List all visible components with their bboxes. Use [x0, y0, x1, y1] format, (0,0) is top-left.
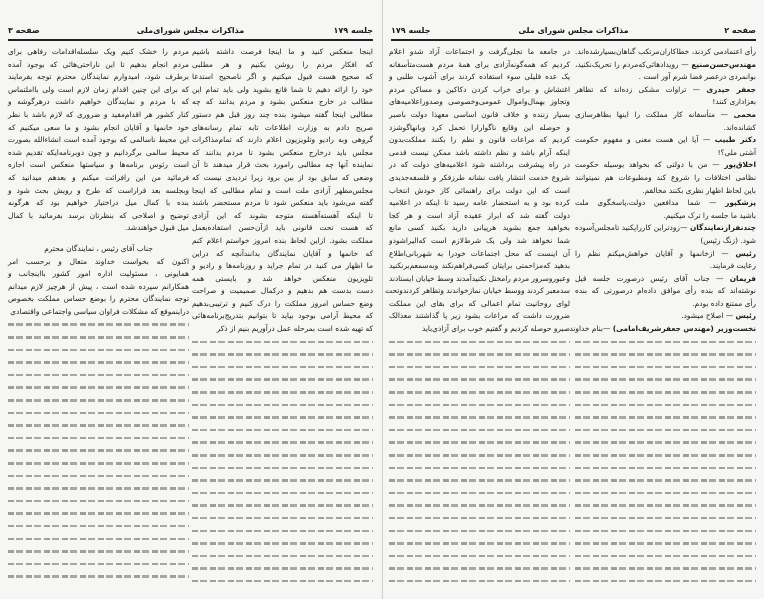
illegible-print-line [8, 507, 189, 520]
page-number: صفحه ۳ [8, 26, 40, 35]
left-page [0, 0, 381, 599]
line-text: — ازخانمها و آقایان خواهش‌میکنم نظم را [575, 248, 736, 258]
line-text: کرده بود و به استحضار عامه رسید تا اینکه در اعلامیه [389, 198, 570, 208]
text-line [575, 298, 756, 311]
illegible-print-line [192, 550, 373, 563]
text-line [192, 210, 373, 223]
text-line [192, 96, 373, 109]
text-line [575, 248, 756, 261]
line-text: — جناب آقای رئیس درصورت جلسه قبل [575, 273, 730, 283]
illegible-print-line [192, 512, 373, 525]
line-text: کنار کشور هر اقدام‌مفید و ضروری که لازم باشد با نظر [8, 109, 189, 119]
text-line [575, 96, 756, 109]
line-text: مردم انجام بدهیم تا این ناراحتی‌هائی که بوجود آمده [8, 59, 189, 69]
line-text: محیط سالمی برگردانیم و چون دوبرنامه‌ایکه تقدیم شده [8, 147, 189, 157]
line-text: وضعی که سابق بود از بین برود زیرا تردیدی نیست که [192, 172, 373, 182]
text-line [8, 134, 189, 147]
line-text: نماینده آنها چه مطالبی رامورد بحث قرار میدهند تا آن [192, 160, 373, 170]
line-text: یک عده قلیلی سوء استفاده کردند برای آشوب طلبی و [389, 72, 570, 82]
illegible-print-line [389, 462, 570, 475]
illegible-print-line [575, 336, 756, 349]
illegible-print-line [8, 570, 189, 583]
line-text: نظامی اختلافات را شروع کند ومطبوعات هم نمیتوانند [575, 172, 756, 182]
line-text: در جامعه ما تجلی‌گرفت و اجتماعات آزاد شدو اعلام [389, 47, 570, 56]
text-line [192, 273, 373, 286]
line-text: — رویدادهائی‌که‌مردم‌ را تحریک‌نکنید، [575, 59, 692, 69]
page-header [8, 26, 373, 38]
illegible-print-line [389, 525, 570, 538]
line-text: گفته می‌شود باید منعکس شود تا مردم مستحضر باشند [192, 198, 373, 208]
line-text: وعبوروسرور مردم رامختل نکنید‌آمدند وسط خیابان ایستادند [388, 273, 570, 283]
line-text: — اصلاح میشود. [681, 311, 736, 321]
line-text: صبرو حوصله کردیم و گفتیم خوب برای آزادی‌باید [421, 324, 570, 334]
session-number: جلسه ۱۷۹ [391, 26, 431, 35]
illegible-print-line [575, 562, 756, 575]
text-line [575, 197, 756, 210]
text-line [8, 210, 189, 223]
text-line [389, 134, 570, 147]
text-line [389, 147, 570, 160]
line-text: دست بدست هم بدهیم و درکمال صمیمیت و صراحت [192, 286, 373, 296]
text-line [389, 172, 570, 185]
line-text: ضرورت داشت که مراعات بشود زیر پا گذاشتند معذالک [389, 311, 570, 321]
text-line [192, 71, 373, 84]
illegible-print-line [192, 386, 373, 399]
speaker-name: رئیس [735, 311, 756, 321]
text-line [569, 323, 756, 336]
line-text: تلویزیون منعکس خواهد شد و بایستی همه [192, 273, 373, 283]
line-text: مملکت بشود. ازاین لحاظ بنده امروز خواستم اعلام کنم [192, 235, 373, 245]
text-column-right [192, 46, 373, 588]
illegible-print-line [389, 550, 570, 563]
illegible-print-line [192, 348, 373, 361]
text-line [8, 306, 189, 319]
text-line [575, 122, 756, 135]
text-line [385, 285, 570, 298]
illegible-print-line [8, 394, 189, 407]
text-line [192, 310, 373, 323]
illegible-print-line [389, 361, 570, 374]
line-text: که محیط آرامی بوجود بیاید تا بتوانیم بتدریج‌برنامه‌هائی [192, 311, 373, 321]
line-text: باشید ما جلسه را ترک میکنیم. [663, 210, 756, 220]
illegible-print-line [192, 399, 373, 412]
line-text: شود. (زنگ رئیس) [700, 235, 756, 245]
illegible-print-line [575, 512, 756, 525]
line-text: رأی ممتنع داده بودم. [692, 298, 756, 308]
text-line [575, 59, 756, 72]
illegible-print-line [389, 562, 570, 575]
line-text: مجلس‌مظهر آزادی ملت است و تمام مطالبی که اینجا [192, 185, 373, 195]
line-text: تا اینکه آهسته‌آهسته متوجه بشوند که این آزادی [192, 210, 373, 220]
text-line [192, 147, 373, 160]
line-text: کردیم که همه‌گونه‌آزادی برای همهٔ مردم هست‌متأسفانه [389, 59, 570, 69]
text-line [8, 147, 189, 160]
line-text: —زودتراین کارراپکنید تامجلس‌آسوده [575, 223, 690, 233]
line-text: است رئوس برنامه‌ها و سیاستها منعکس است اجازه [8, 160, 189, 170]
text-line [192, 285, 373, 298]
illegible-print-line [192, 487, 373, 500]
text-line [575, 260, 756, 273]
text-line [8, 185, 189, 198]
text-line [575, 172, 756, 185]
text-line [8, 46, 189, 59]
line-text: بعزاداری کنند! [712, 97, 756, 107]
header-rule [8, 39, 373, 41]
text-line [575, 46, 756, 59]
line-text: که برای این چنین اقدام زمان لازم است ولی بااملتماس [8, 84, 189, 94]
text-line [575, 84, 756, 97]
illegible-print-line [8, 318, 189, 331]
text-line [192, 260, 373, 273]
text-line [8, 243, 189, 256]
speaker-name: رئیس [735, 248, 756, 258]
text-line [575, 159, 756, 172]
text-column-left [8, 46, 189, 583]
illegible-print-line [8, 444, 189, 457]
line-text: که خانمها و آقایان نمایندگان بدانندآنچه که دراین [192, 248, 373, 258]
speaker-name: فریمان [729, 273, 756, 283]
text-line [389, 323, 570, 336]
text-line [8, 59, 189, 72]
illegible-print-line [575, 373, 756, 386]
text-line [575, 210, 756, 223]
text-line [192, 159, 373, 172]
line-text: این محیط ناسالمی که بوجود آمده است انشاءالله بصورت [8, 135, 189, 145]
line-text: دولت گفته شد که ابراز عقیده آزاد است و هر کجا [389, 210, 570, 220]
text-line [8, 222, 189, 235]
illegible-print-line [8, 558, 189, 571]
line-text: بسیار زننده و خلاف قانون اساسی معهذا دولت باصبر [389, 109, 570, 119]
text-line [389, 96, 570, 109]
line-text: اغتشاش و برای خراب کردن دکاکین و مساکن مردم [389, 84, 570, 94]
illegible-print-line [192, 424, 373, 437]
line-text: در راه پیشرفت برداشته شود اعلامیه‌های دولت که در [389, 160, 570, 170]
line-text: اینجا منعکس کنید و ما اینجا فرصت داشته باشیم [192, 47, 373, 56]
illegible-print-line [389, 449, 570, 462]
line-text: کردیم که مراعات قانون و نظم را بکنند مملکت‌بدون [389, 135, 570, 145]
paragraph-gap [8, 235, 189, 243]
illegible-print-line [389, 348, 570, 361]
text-line [575, 147, 756, 160]
illegible-print-line [575, 525, 756, 538]
illegible-print-line [575, 436, 756, 449]
illegible-print-line [8, 407, 189, 420]
line-text: فرمائید من این رافرائت میکنم و بعدهم میدانید که [8, 172, 189, 182]
text-line [389, 298, 570, 311]
line-text: مطالب در خارج منعکس بشود و مردم بدانند که چه [192, 97, 373, 107]
illegible-print-line [192, 436, 373, 449]
line-text: خود خانمها و آقایان انجام بشود و ما سعی میکنیم که [8, 122, 189, 132]
speaker-name: پزشکپور [725, 198, 756, 208]
text-line [389, 109, 570, 122]
text-line [192, 222, 373, 235]
illegible-print-line [389, 575, 570, 588]
illegible-print-line [8, 533, 189, 546]
illegible-print-line [8, 356, 189, 369]
text-line [389, 260, 570, 273]
text-line [575, 185, 756, 198]
text-line [575, 235, 756, 248]
illegible-print-line [389, 386, 570, 399]
illegible-print-line [575, 449, 756, 462]
line-text: همایونی ، مسئولیت اداره امور کشور بااینجانب و [8, 269, 189, 279]
illegible-print-line [8, 432, 189, 445]
header-rule [391, 39, 756, 41]
line-text: لوای روحانیت تمام اعمالی که برای بقای این مملکت [389, 298, 570, 308]
illegible-print-line [8, 495, 189, 508]
illegible-print-line [8, 419, 189, 432]
illegible-print-line [389, 373, 570, 386]
illegible-print-line [575, 537, 756, 550]
page-header [391, 26, 756, 38]
speaker-name: دکتر طبیب [714, 135, 756, 145]
line-text: وبجلسه بعد قراراست که طرح و رویش بحث شود و [8, 185, 189, 195]
text-line [575, 222, 756, 235]
illegible-print-line [192, 474, 373, 487]
illegible-print-line [389, 537, 570, 550]
text-line [575, 109, 756, 122]
line-text: بدهید که‌مزاحمتی برایتان کسی‌فراهم‌نکند وبه‌سمعم‌برنکنید [389, 261, 570, 271]
line-text: اینکه آرام باشد و نظم داشته باشد ممکن نیست قدمی [389, 147, 570, 157]
line-text: شما نخواهد شد ولی یک شرط‌لازم است که‌الیراشودو [389, 235, 570, 245]
illegible-print-line [389, 336, 570, 349]
illegible-print-line [575, 361, 756, 374]
illegible-print-line [192, 499, 373, 512]
illegible-print-line [8, 457, 189, 470]
line-text: جناب آقای رئیس ، نمایندگان محترم [44, 243, 153, 253]
line-text: رأی اعتمادمی کردند، خطاکاران‌مرتکب گناهان‌بسیارشده‌اند. [575, 47, 756, 56]
text-line [192, 298, 373, 311]
illegible-print-line [192, 336, 373, 349]
text-line [389, 71, 570, 84]
line-text: میل قبول خواهندشد. [124, 223, 189, 233]
line-text: — من با دولتی که بخواهد بوسیله حکومت [575, 160, 725, 170]
line-text: و حوصله این وقایع ناگوارارا تحمل کرد وبانهاگوشزد [389, 122, 570, 132]
speaker-name: نخست‌وزیر (مهندس جعفرشریف‌امامی) [612, 324, 756, 334]
line-text: ما اظهار می کنید در تمام جراید و روزنامه‌ها و رادیو و [192, 261, 373, 271]
line-text: نوشته‌اند که بنده رأی موافق داده‌ام درصورتی که بنده [575, 286, 756, 296]
illegible-print-line [389, 499, 570, 512]
line-text: کشانده‌اند. [723, 122, 756, 132]
text-line [192, 84, 373, 97]
text-line [389, 210, 570, 223]
text-line [575, 285, 756, 298]
text-line [389, 273, 570, 286]
text-line [8, 71, 189, 84]
line-text: مطالبی اینجا گفته میشود بنده چند روز قبل هم دستور [192, 109, 373, 119]
illegible-print-line [192, 411, 373, 424]
session-number: جلسه ۱۷۹ [333, 26, 373, 35]
speaker-name: جعفر حیدری [706, 84, 756, 94]
text-line [389, 197, 570, 210]
illegible-print-line [389, 424, 570, 437]
line-text: که افکار مردم را روشن بکنیم و هر مطلبی [192, 59, 373, 69]
illegible-print-line [8, 381, 189, 394]
illegible-print-line [192, 462, 373, 475]
line-text: که هست تحت قانونی باید ازآن‌حسن استفاده‌بعمل [192, 223, 373, 233]
line-text: صریح دادم به وزارت اطلاعات تابه تمام رسانه‌های [192, 122, 373, 132]
illegible-print-line [8, 520, 189, 533]
illegible-print-line [192, 575, 373, 588]
text-line [8, 122, 189, 135]
illegible-print-line [575, 348, 756, 361]
text-line [389, 222, 570, 235]
illegible-print-line [8, 369, 189, 382]
line-text: آشتی ملی؟! [717, 147, 756, 157]
text-line [8, 281, 189, 294]
line-text: همکارانم سپرده شده است ، پیش از هرچیز لازم میدانم [8, 281, 189, 291]
illegible-print-line [575, 386, 756, 399]
line-text: — تراوات مشکی زده‌اند که تظاهر [575, 84, 707, 94]
text-line [192, 185, 373, 198]
illegible-print-line [575, 487, 756, 500]
text-line [192, 46, 373, 59]
text-line [389, 185, 570, 198]
text-line [575, 273, 756, 286]
line-text: مجلس باید درخارج منعکس بشود تا مردم بدانند که [192, 147, 373, 157]
illegible-print-line [575, 462, 756, 475]
text-column-left [385, 46, 570, 588]
text-line [8, 172, 189, 185]
line-text: برطرف شود، امیدوارم نمایندگان محترم توجه بفرمایند [8, 72, 189, 82]
illegible-print-line [389, 411, 570, 424]
speaker-name: محمی [733, 109, 756, 119]
text-line [192, 172, 373, 185]
illegible-print-line [192, 449, 373, 462]
publication-title: مذاکرات مجلس شورای‌ملی [136, 26, 245, 35]
illegible-print-line [575, 399, 756, 412]
text-line [192, 197, 373, 210]
line-text: بوانمردی درعصر فضا شرم آور است . [638, 72, 756, 82]
illegible-print-line [575, 474, 756, 487]
illegible-print-line [192, 361, 373, 374]
line-text: شروع خدمت انتشار یافت نشانه طرزفکر و فلسفه‌جدیدی [389, 172, 570, 182]
line-text: مردم را خشک کنیم ویک سلسله‌اقدامات رفاهی برای [8, 47, 189, 56]
text-line [8, 109, 189, 122]
text-line [8, 159, 189, 172]
illegible-print-line [192, 373, 373, 386]
text-line [389, 248, 570, 261]
illegible-print-line [8, 545, 189, 558]
right-page [382, 0, 764, 599]
text-line [192, 59, 373, 72]
line-text: توجه نمایندگان محترم را بوضع حساس مملکت بخصوص [8, 294, 189, 304]
line-text: آن اینست که محل اجتماعات خودرا به شهربانی‌اطلاع [389, 248, 570, 258]
line-text: باین لحاظ اظهار نظری بکنند مخالفم. [642, 185, 756, 195]
text-line [389, 84, 570, 97]
text-line [192, 134, 373, 147]
speaker-name: چندنفرازنمایندگان [689, 223, 756, 233]
illegible-print-line [575, 575, 756, 588]
text-line [389, 235, 570, 248]
illegible-print-line [8, 482, 189, 495]
illegible-print-line [192, 562, 373, 575]
page-number: صفحه ۲ [724, 26, 756, 35]
publication-title: مذاکرات مجلس شورای ملی [518, 26, 629, 35]
line-text: توضیح و اصلاحی که بنظرتان برسد بفرمائید با کمال [8, 210, 189, 220]
text-line [389, 46, 570, 59]
line-text: است که این دولت برای راهنمائی کار خودش انتخاب [389, 185, 570, 195]
text-line [192, 109, 373, 122]
text-line [8, 84, 189, 97]
text-line [8, 293, 189, 306]
illegible-print-line [389, 474, 570, 487]
line-text: خود را ارائه دهیم تا شما قانع بشوید ولی باید تمام این [192, 84, 373, 94]
illegible-print-line [389, 512, 570, 525]
line-text: وتجاوز بهمال‌واموال عمومی‌وخصوصی وصدوراعلامیه‌های [389, 97, 570, 107]
line-text: که صحیح هست قبول میکنیم و اگر ناصحیح استدعا [192, 72, 373, 82]
speaker-name: مهندس‌حسن‌صنیع [691, 59, 756, 69]
line-text: گروهی وبه رادیو وتلویزیون اعلام دارند که تمام‌مذاکرات [192, 135, 373, 145]
text-line [192, 248, 373, 261]
line-text: — آیا این هست معنی و مفهوم حکومت [575, 135, 715, 145]
text-line [8, 197, 189, 210]
line-text: که تهیه شده است بمرحله عمل درآوریم بنیم از ذکر [216, 324, 373, 334]
line-text: رعایت فرمایند. [709, 261, 756, 271]
line-text: که با مردم و نمایندگان خواهیم داشت درهرگوشه و [8, 97, 189, 107]
illegible-print-line [575, 550, 756, 563]
line-text: وضع حساس امروز مملکت را درک کنیم و ترتیبی‌بدهیم [192, 298, 373, 308]
illegible-print-line [192, 525, 373, 538]
line-text: —بنام خداوند [569, 324, 613, 334]
text-line [389, 310, 570, 323]
illegible-print-line [8, 470, 189, 483]
illegible-print-line [575, 424, 756, 437]
text-line [192, 323, 373, 336]
text-line [389, 159, 570, 172]
line-text: اکنون که بخواست خداوند متعال و برحسب امر [8, 256, 189, 266]
text-line [8, 256, 189, 269]
text-line [192, 122, 373, 135]
illegible-print-line [389, 487, 570, 500]
illegible-print-line [575, 499, 756, 512]
line-text: سدمعبر کردند ووسط خیابان نمازخواندند وتظاهر کردندوتحت [385, 286, 570, 296]
line-text: — شما مدافعین دولت،پاسخگوی ملت [575, 198, 726, 208]
text-line [575, 310, 756, 323]
illegible-print-line [575, 411, 756, 424]
illegible-print-line [389, 436, 570, 449]
text-line [8, 268, 189, 281]
line-text: — متأسفانه کار مملکت را اینها بظاهرسازی [575, 109, 734, 119]
line-text: بنده با کمال میل دراختیار خواهیم بود که هرگونه [8, 198, 189, 208]
text-line [192, 235, 373, 248]
line-text: دراینموقع که مشکلات فراوان سیاسی واجتماعی واقتصادی [10, 306, 189, 316]
illegible-print-line [192, 537, 373, 550]
text-line [389, 122, 570, 135]
illegible-print-line [8, 331, 189, 344]
illegible-print-line [389, 399, 570, 412]
text-line [575, 134, 756, 147]
text-column-right [569, 46, 756, 588]
text-line [575, 71, 756, 84]
illegible-print-line [8, 344, 189, 357]
line-text: بخواهید جمع بشوید هرپیانی دارید بکنید کسی مانع [389, 223, 570, 233]
text-line [389, 59, 570, 72]
text-line [8, 96, 189, 109]
speaker-name: اخلاق‌پور [724, 160, 756, 170]
